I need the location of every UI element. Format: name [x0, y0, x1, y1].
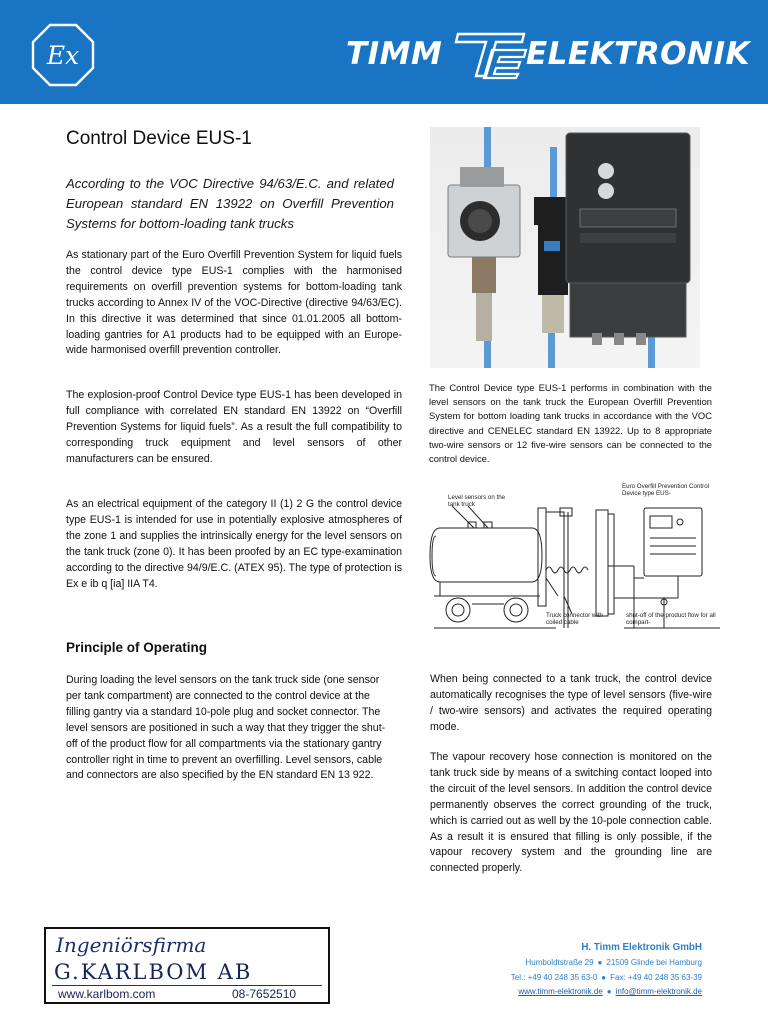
company-website-link[interactable]: www.timm-elektronik.de — [518, 987, 603, 996]
company-street: Humboldtstraße 29 — [525, 958, 594, 967]
brand-right-text: ELEKTRONIK — [526, 36, 750, 72]
auto-detect-paragraph: When being connected to a tank truck, the control device automatically recognises the type of level sensors (five-wire / two-wire sensors) and activates the required operating mode. — [430, 673, 712, 733]
dealer-divider — [52, 985, 322, 986]
company-address — [410, 958, 702, 967]
dealer-logo-box — [44, 927, 330, 1004]
bullet-separator: ● — [597, 958, 603, 967]
company-tel: Tel.: +49 40 248 35 63-0 — [510, 973, 598, 982]
photo-caption: The Control Device type EUS-1 performs in combination with the level sensors on the tank truck the European Overfill Prevention System for bottom loading tank trucks in accordance with the VOC directive and CENELEC standard EN 13922. Up to 8 appropriate two-wire sensors or 12 five-wire sensors can be connected to the control device. — [429, 382, 712, 465]
compliance-paragraph: The explosion-proof Control Device type EUS-1 has been developed in full compliance with correlated EN standard EN 13922 on “Overfill Prevention Systems for liquid fuels”. As a result the full compatibility to corresponding truck equipment and level sensors of other manufacturers can be ensured. — [66, 389, 402, 465]
company-email-link[interactable]: info@timm-elektronik.de — [615, 987, 702, 996]
product-photo-illustration — [430, 127, 700, 368]
header-banner — [0, 0, 768, 104]
dealer-name: G.KARLBOM AB — [54, 960, 253, 984]
vapour-recovery-paragraph: The vapour recovery hose connection is monitored on the tank truck side by means of a switching contact looped into the circuit of the level sensors. In addition the control device permanently observes the correct grounding of the truck, which is carried out as well by the 10-pole connection cable. As a result it is ensured that filling is only possible, if the vapour recovery system and the grounding line are connected properly. — [430, 751, 712, 875]
dealer-script: Ingeniörsfirma — [56, 933, 207, 957]
brand-left-text: TIMM — [346, 36, 443, 72]
system-diagram — [428, 478, 724, 638]
label-control-device: Euro Overfill Prevention Control Device type EUS- — [622, 483, 710, 498]
label-shutoff: shut-off of the product flow for all compart- — [626, 612, 716, 627]
dealer-website: www.karlbom.com — [58, 987, 156, 1001]
company-name: H. Timm Elektronik GmbH — [581, 942, 702, 953]
svg-text:Ex: Ex — [46, 41, 80, 70]
bullet-separator: ● — [606, 987, 612, 996]
dealer-phone: 08-7652510 — [232, 987, 297, 1001]
company-fax: Fax: +49 40 248 35 63-39 — [610, 973, 702, 982]
page-title: Control Device EUS-1 — [66, 128, 252, 149]
company-city: 21509 Glinde bei Hamburg — [606, 958, 702, 967]
brand-logo — [338, 30, 750, 80]
section-heading: Principle of Operating — [66, 640, 208, 655]
te-logo-icon — [450, 30, 532, 80]
principle-paragraph: During loading the level sensors on the tank truck side (one sensor per tank compartment) are connected to the control device at the filling gantry via a standard 10-pole plug and socket connector. The level sensors are positioned in such a way that they trigger the shut-off of the product flow for all compartments via the stationary gantry controller right in time to prevent an overfilling. Level sensors, cable and connectors are also specified by the EN standard EN 13 922. — [66, 674, 386, 782]
label-truck-connector: Truck connector with coiled cable — [546, 612, 603, 627]
company-web-mail — [410, 987, 702, 996]
bullet-separator: ● — [601, 973, 607, 982]
atex-paragraph: As an electrical equipment of the category II (1) 2 G the control device type EUS-1 is intended for use in potentially explosive atmospheres of the zone 1 and supplies the intrinsically energy for the level sensors on the tank truck (zone 0). It has been proofed by an EC type-examination according to the directive 94/9/E.C. (ATEX 95). The type of protection is Ex e ib q [ia] IIA T4. — [66, 498, 402, 590]
intro-paragraph: As stationary part of the Euro Overfill Prevention System for liquid fuels the control device type EUS-1 complies with the harmonised requirements on overfill prevention systems for bottom-loading tank trucks according to Annex IV of the VOC-Directive (directive 94/63/EC). In this directive it was determined that since 01.01.2005 all bottom-loading gantries for A1 products had to be equipped with an Europe-wide harmonised overfill prevention controller. — [66, 249, 402, 357]
product-photo — [430, 127, 700, 368]
subtitle: According to the VOC Directive 94/63/E.C. and related European standard EN 13922 on Overfill Prevention Systems for bottom-loading tank trucks — [66, 176, 394, 231]
label-level-sensors: Level sensors on the tank truck — [448, 494, 506, 509]
company-phone-fax — [410, 973, 702, 982]
ex-explosion-proof-icon — [30, 22, 96, 88]
